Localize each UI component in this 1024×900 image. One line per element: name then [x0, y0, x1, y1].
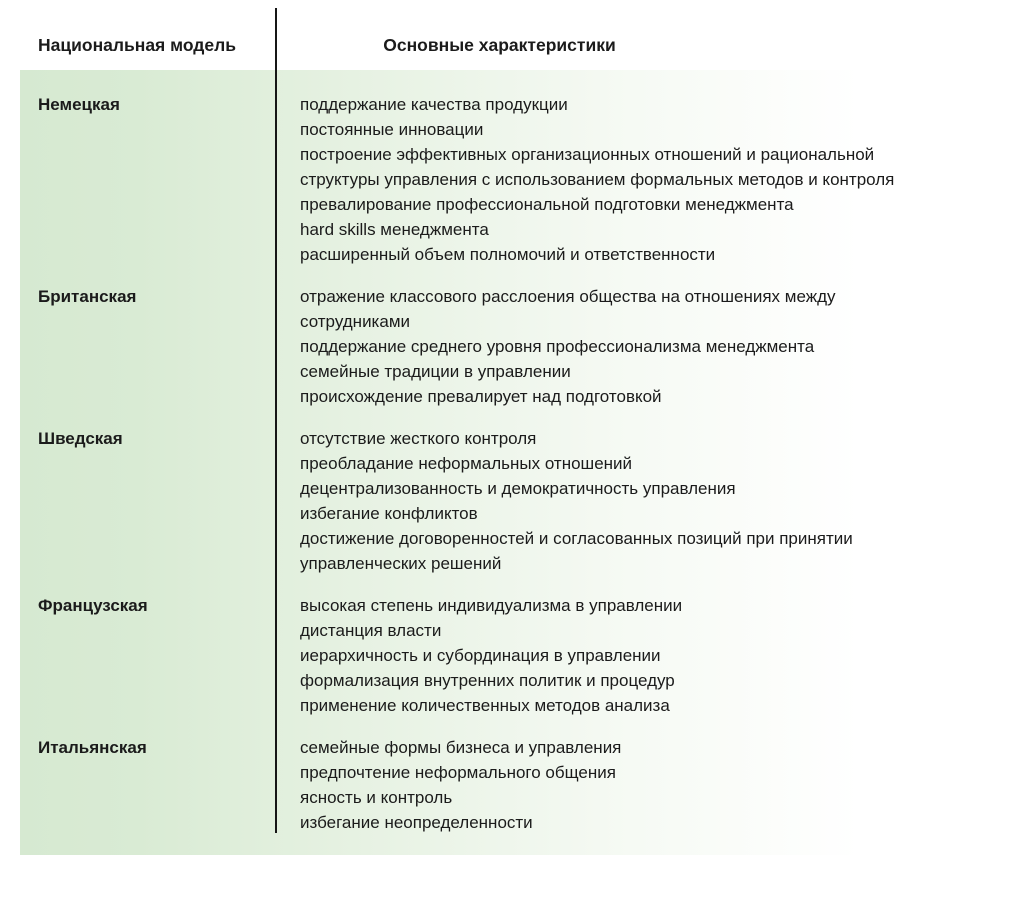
characteristic-line: структуры управления с использованием формальных методов и контроля [300, 170, 895, 189]
characteristic-line: отсутствие жесткого контроля [300, 429, 537, 448]
characteristic-line: преобладание неформальных отношений [300, 454, 633, 473]
characteristic-line: применение количественных методов анализа [300, 696, 670, 715]
model-name: Британская [38, 287, 137, 306]
model-characteristics [275, 284, 1008, 409]
models-table [20, 92, 1008, 852]
model-name: Французская [38, 596, 148, 615]
characteristic-line: семейные традиции в управлении [300, 362, 571, 381]
characteristic-line: формализация внутренних политик и процедур [300, 671, 675, 690]
table-row-french [20, 593, 1008, 718]
characteristic-line: происхождение превалирует над подготовкой [300, 387, 662, 406]
characteristic-line: достижение договоренностей и согласованных позиций при принятии [300, 529, 853, 548]
characteristic-line: ясность и контроль [300, 788, 453, 807]
model-name: Шведская [38, 429, 123, 448]
characteristic-line: построение эффективных организационных отношений и рациональной [300, 145, 875, 164]
model-characteristics [275, 426, 1008, 576]
characteristic-line: предпочтение неформального общения [300, 763, 616, 782]
table-row-italian [20, 735, 1008, 835]
characteristic-line: высокая степень индивидуализма в управлении [300, 596, 683, 615]
column-header-characteristics: Основные характеристики [383, 35, 616, 55]
characteristic-line: поддержание качества продукции [300, 95, 568, 114]
model-characteristics [275, 92, 1008, 267]
model-characteristics [275, 593, 1008, 718]
characteristic-line: сотрудниками [300, 312, 411, 331]
model-name: Итальянская [38, 738, 147, 757]
table-row-swedish [20, 426, 1008, 576]
model-name: Немецкая [38, 95, 120, 114]
characteristic-line: иерархичность и субординация в управлении [300, 646, 661, 665]
characteristic-line: постоянные инновации [300, 120, 484, 139]
table-row-german [20, 92, 1008, 267]
characteristic-line: поддержание среднего уровня профессионализма менеджмента [300, 337, 815, 356]
model-characteristics [275, 735, 1008, 835]
characteristic-line: семейные формы бизнеса и управления [300, 738, 622, 757]
characteristic-line: избегание конфликтов [300, 504, 478, 523]
characteristic-line: дистанция власти [300, 621, 442, 640]
characteristic-line: децентрализованность и демократичность управления [300, 479, 736, 498]
characteristic-line: управленческих решений [300, 554, 502, 573]
characteristic-line: hard skills менеджмента [300, 220, 489, 239]
characteristic-line: превалирование профессиональной подготовки менеджмента [300, 195, 794, 214]
characteristic-line: избегание неопределенности [300, 813, 533, 832]
column-header-model: Национальная модель [38, 35, 237, 55]
table-row-british [20, 284, 1008, 409]
characteristic-line: отражение классового расслоения общества на отношениях между [300, 287, 836, 306]
characteristic-line: расширенный объем полномочий и ответственности [300, 245, 716, 264]
